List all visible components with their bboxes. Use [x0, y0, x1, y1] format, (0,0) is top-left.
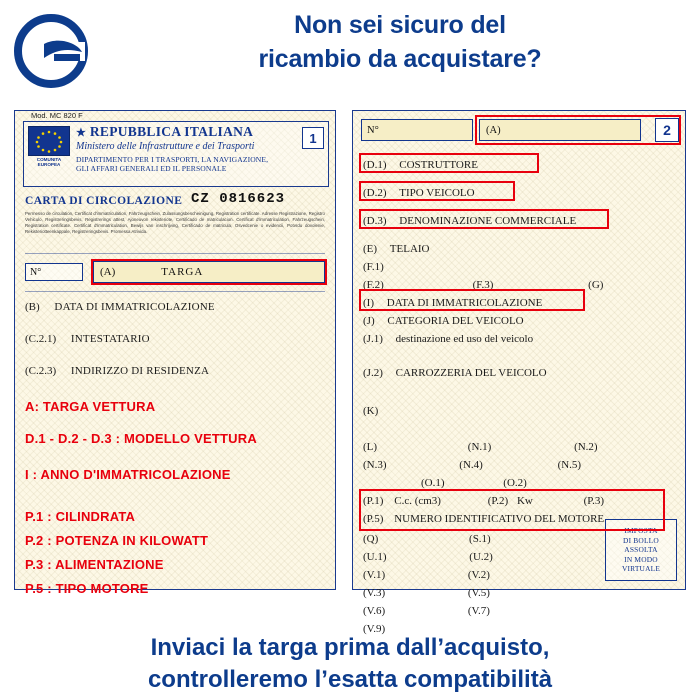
- annotation-cilindrata: P.1 : CILINDRATA: [25, 509, 136, 524]
- form-model-tag: Mod. MC 820 F: [31, 111, 83, 120]
- multilingual-microtext: Permesso de circulation, Certificat d'immatriculation, Fahrzeugschein, Zulassungsbescheinigung, Registration certificate. Adresse Registrazione, Registro Vehiculo, Registreringsbevis, Registrerings attest, Ajoneuvon rekisteriote, Certificado de matriculacion. Certificat d'immatriculation, Fahrzeugschein, Registration certificate. Certificat d'immatriculation, Bewijs van inschrijving, Certificado de matricula, Osvedcenie o evidencii, Potvrdu dovolenie, Rekisteriotteenkappale, Registreringsbevis. Promessa Atrivida.: [25, 211, 325, 234]
- field-j-code: (J): [363, 315, 375, 327]
- field-u1-code: (U.1): [363, 551, 387, 563]
- page-header: [0, 0, 700, 98]
- field-row-c21: [25, 333, 150, 345]
- field-row-d2: [363, 187, 475, 199]
- field-q-code: (Q): [363, 533, 379, 545]
- field-row-f2: [363, 279, 603, 291]
- annotation-tipo-motore: P.5 : TIPO MOTORE: [25, 581, 149, 596]
- department-name: [76, 155, 306, 174]
- field-n1-code: (N.1): [467, 441, 492, 453]
- field-row-f1: [363, 261, 384, 273]
- annotation-anno: I : ANNO D'IMMATRICOLAZIONE: [25, 467, 231, 482]
- field-p2-code: (P.2): [487, 495, 509, 507]
- field-d3-code: (D.3): [363, 215, 387, 227]
- vehicle-registration-page-2: [352, 110, 686, 635]
- field-b-code: (B): [25, 301, 40, 313]
- field-a-label: TARGA: [161, 266, 204, 278]
- stamp-line-3: ASSOLTA: [624, 545, 658, 555]
- field-j1-code: (J.1): [363, 333, 383, 345]
- document-number: CZ 0816623: [191, 191, 286, 207]
- field-n4-code: (N.4): [459, 459, 483, 471]
- field-j2-code: (J.2): [363, 367, 383, 379]
- field-j2-label: CARROZZERIA DEL VEICOLO: [395, 367, 547, 379]
- document-type-title: CARTA DI CIRCOLAZIONE: [25, 195, 183, 207]
- field-i-label: DATA DI IMMATRICOLAZIONE: [386, 297, 543, 309]
- vehicle-registration-page-1: [14, 110, 336, 596]
- field-row-v1: [363, 569, 490, 581]
- field-j-label: CATEGORIA DEL VEICOLO: [387, 315, 524, 327]
- document-header-block: [23, 121, 329, 187]
- field-row-p5: [363, 513, 604, 525]
- field-o1-code: (O.1): [421, 477, 445, 489]
- field-c21-code: (C.2.1): [25, 333, 57, 345]
- stamp-line-2: DI BOLLO: [623, 535, 659, 545]
- field-e-label: TELAIO: [389, 243, 430, 255]
- headline-line-2: ricambio da acquistare?: [258, 45, 542, 73]
- field-n-right: N°: [361, 119, 473, 141]
- eurospares-logo: [14, 14, 88, 88]
- field-targa-row: [93, 261, 325, 283]
- field-f2-code: (F.2): [363, 279, 384, 291]
- field-row-q: [363, 533, 491, 545]
- field-v6-code: (V.6): [363, 605, 386, 617]
- republic-title-text: REPUBBLICA ITALIANA: [89, 124, 254, 139]
- field-b-label: DATA DI IMMATRICOLAZIONE: [54, 301, 215, 313]
- footer-line-2: controlleremo l’esatta compatibilità: [147, 666, 553, 693]
- department-line-1: DIPARTIMENTO PER I TRASPORTI, LA NAVIGAZIONE,: [76, 155, 269, 164]
- stamp-line-5: VIRTUALE: [621, 564, 661, 574]
- field-v7-code: (V.7): [467, 605, 490, 617]
- field-row-v9: [363, 623, 385, 635]
- field-c23-label: INDIRIZZO DI RESIDENZA: [70, 365, 210, 377]
- field-v9-code: (V.9): [363, 623, 386, 635]
- page-title: [110, 8, 690, 76]
- field-row-j: [363, 315, 524, 327]
- field-p5-code: (P.5): [363, 513, 384, 525]
- field-c23-code: (C.2.3): [25, 365, 57, 377]
- field-d1-label: COSTRUTTORE: [399, 159, 478, 171]
- star-icon: ★: [76, 127, 87, 139]
- field-s1-code: (S.1): [469, 533, 491, 545]
- field-row-i: [363, 297, 542, 309]
- field-row-u1: [363, 551, 493, 563]
- documents-area: [0, 96, 700, 635]
- field-v3-code: (V.3): [363, 587, 386, 599]
- department-line-2: GLI AFFARI GENERALI ED IL PERSONALE: [76, 164, 227, 174]
- field-row-c23: [25, 365, 209, 377]
- field-n-left: N°: [25, 263, 83, 281]
- field-v1-code: (V.1): [363, 569, 386, 581]
- field-row-p1: [363, 495, 604, 507]
- field-row-d1: [363, 159, 478, 171]
- field-row-l: [363, 441, 598, 453]
- field-f1-code: (F.1): [363, 261, 384, 273]
- field-row-j2: [363, 367, 547, 379]
- republic-title: [76, 124, 292, 140]
- field-row-k: [363, 405, 378, 417]
- eu-caption-line-1: COMUNITA: [36, 157, 62, 162]
- annotation-alimentazione: P.3 : ALIMENTAZIONE: [25, 557, 164, 572]
- page-footer: [0, 632, 700, 696]
- field-row-j1: [363, 333, 533, 345]
- field-d3-label: DENOMINAZIONE COMMERCIALE: [399, 215, 577, 227]
- ministry-name: Ministero delle Infrastrutture e dei Trasporti: [76, 141, 255, 152]
- page-number-badge-1: 1: [302, 127, 324, 149]
- field-n5-code: (N.5): [557, 459, 582, 471]
- field-v2-code: (V.2): [467, 569, 490, 581]
- field-a-right: (A): [479, 119, 641, 141]
- annotation-potenza: P.2 : POTENZA IN KILOWATT: [25, 533, 209, 548]
- field-row-d3: [363, 215, 576, 227]
- field-row-o1: [363, 477, 527, 489]
- field-v5-code: (V.5): [467, 587, 490, 599]
- field-a-code: (A): [100, 266, 116, 278]
- field-j1-label: destinazione ed uso del veicolo: [395, 333, 534, 345]
- field-p3-code: (P.3): [583, 495, 605, 507]
- field-p2-label: Kw: [516, 495, 533, 507]
- field-u2-code: (U.2): [469, 551, 493, 563]
- footer-line-1: Inviaci la targa prima dall’acquisto,: [150, 634, 550, 661]
- field-n2-code: (N.2): [574, 441, 598, 453]
- stamp-line-4: IN MODO: [624, 554, 658, 564]
- field-l-code: (L): [363, 441, 378, 453]
- eu-caption-line-2: EUROPEA: [37, 162, 61, 168]
- eu-flag-icon: [28, 126, 70, 170]
- field-c21-label: INTESTATARIO: [70, 333, 150, 345]
- field-k-code: (K): [363, 405, 379, 417]
- field-d2-code: (D.2): [363, 187, 387, 199]
- annotation-modello: D.1 - D.2 - D.3 : MODELLO VETTURA: [25, 431, 257, 446]
- stamp-duty-box: [605, 519, 677, 581]
- field-i-code: (I): [363, 297, 374, 309]
- field-n3-code: (N.3): [363, 459, 387, 471]
- annotation-targa: A: TARGA VETTURA: [25, 399, 156, 414]
- field-f3-code: (F.3): [472, 279, 494, 291]
- field-p5-label: NUMERO IDENTIFICATIVO DEL MOTORE: [394, 513, 605, 525]
- field-d2-label: TIPO VEICOLO: [399, 187, 475, 199]
- field-row-e: [363, 243, 430, 255]
- page-number-badge-2: 2: [655, 118, 679, 142]
- field-p1-code: (P.1): [363, 495, 384, 507]
- headline-line-1: Non sei sicuro del: [294, 11, 506, 39]
- field-row-v3: [363, 587, 490, 599]
- field-g-code: (G): [588, 279, 604, 291]
- field-row-v6: [363, 605, 490, 617]
- field-row-b: [25, 301, 215, 313]
- field-row-n3: [363, 459, 581, 471]
- field-o2-code: (O.2): [503, 477, 527, 489]
- field-d1-code: (D.1): [363, 159, 387, 171]
- field-e-code: (E): [363, 243, 378, 255]
- stamp-line-1: IMPOSTA: [624, 526, 658, 535]
- field-p1-label: C.c. (cm3): [394, 495, 441, 507]
